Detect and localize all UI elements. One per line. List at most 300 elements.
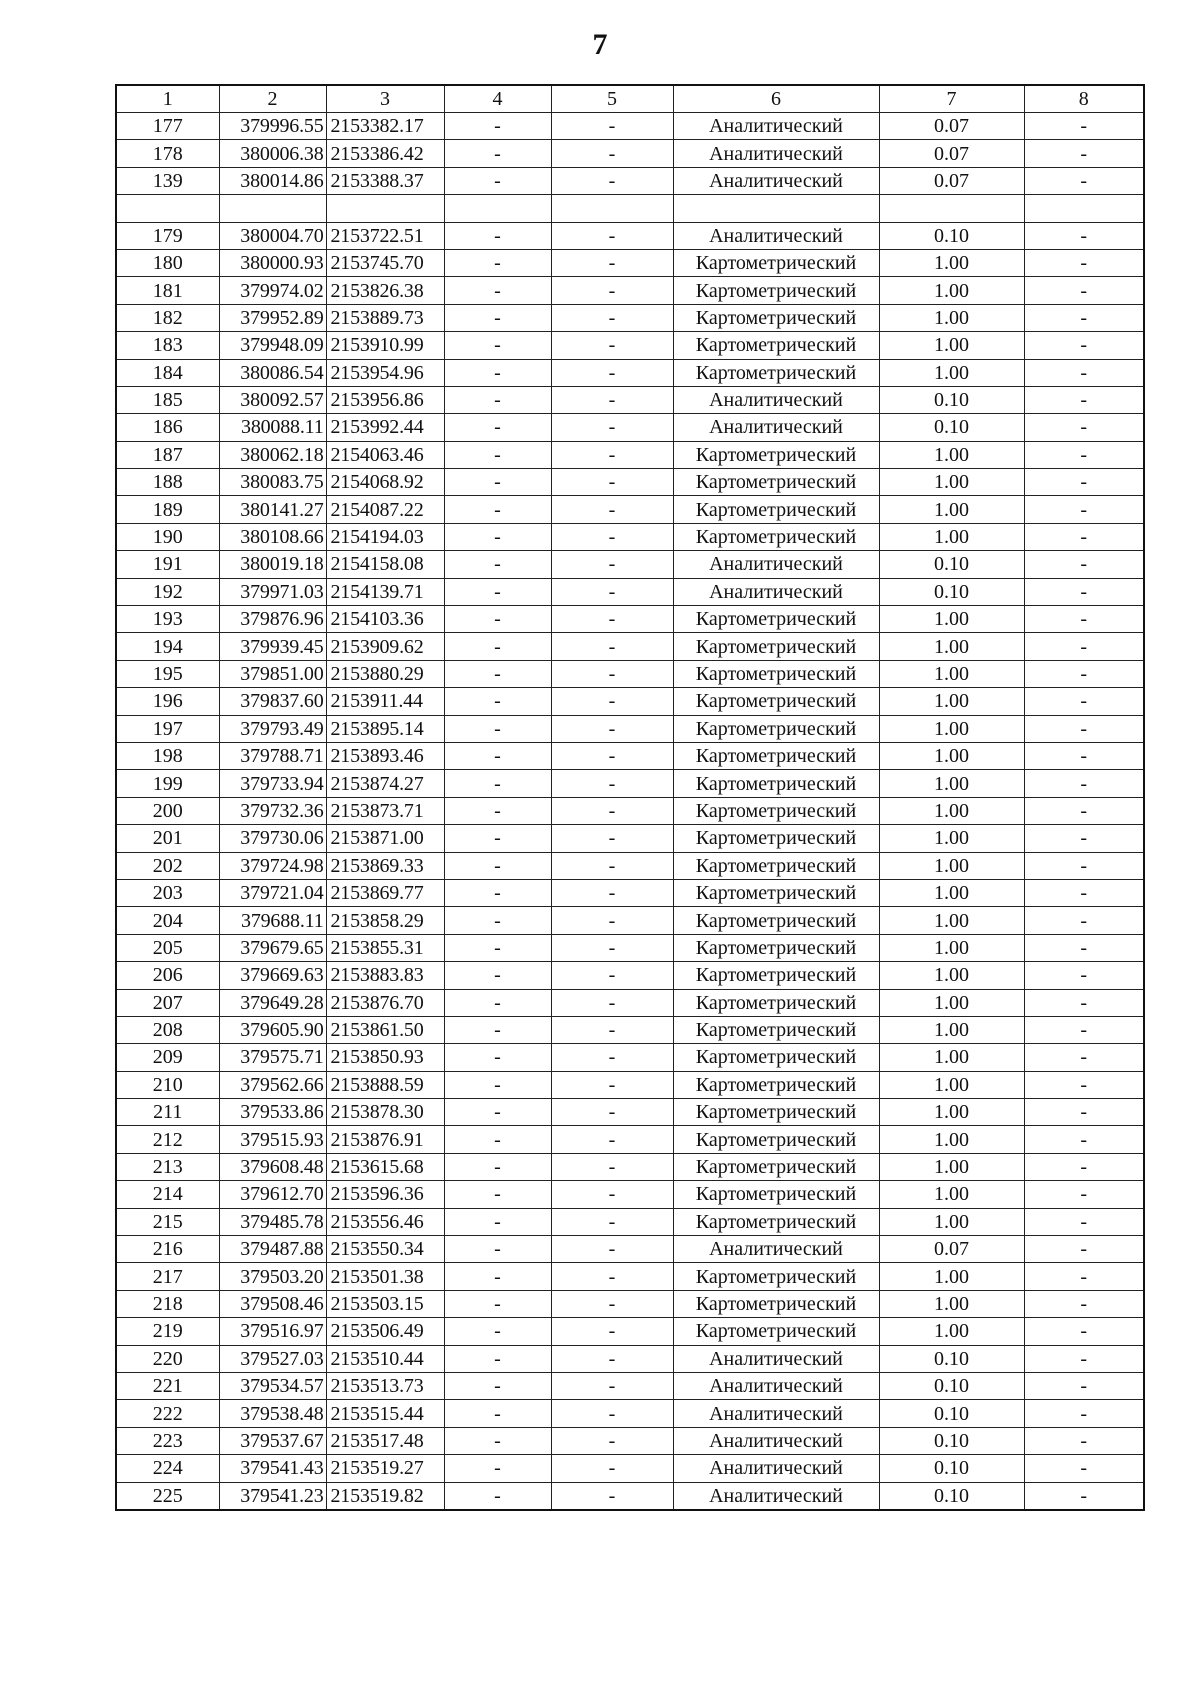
table-cell: -	[444, 1482, 551, 1510]
table-cell: Картометрический	[673, 770, 879, 797]
table-row	[116, 1208, 1144, 1235]
table-cell: -	[1024, 140, 1144, 167]
table-cell: 1.00	[879, 852, 1024, 879]
table-cell: -	[551, 523, 673, 550]
table-cell: 2153858.29	[326, 907, 444, 934]
table-cell: 1.00	[879, 441, 1024, 468]
table-cell	[326, 195, 444, 222]
table-cell: -	[551, 249, 673, 276]
table-cell: 379939.45	[219, 633, 326, 660]
table-cell: -	[1024, 1016, 1144, 1043]
table-cell: 379948.09	[219, 332, 326, 359]
table-cell: -	[551, 222, 673, 249]
table-cell: -	[444, 770, 551, 797]
table-row	[116, 469, 1144, 496]
table-row	[116, 962, 1144, 989]
table-cell: 1.00	[879, 742, 1024, 769]
table-cell: -	[551, 1263, 673, 1290]
table-cell: -	[551, 1372, 673, 1399]
table-cell: -	[444, 907, 551, 934]
table-cell: Аналитический	[673, 140, 879, 167]
table-row	[116, 660, 1144, 687]
table-row	[116, 1126, 1144, 1153]
table-cell: 2154068.92	[326, 469, 444, 496]
table-cell: 185	[116, 386, 219, 413]
table-cell: Картометрический	[673, 496, 879, 523]
table-row	[116, 578, 1144, 605]
table-cell: -	[1024, 386, 1144, 413]
table-cell: 0.10	[879, 386, 1024, 413]
table-cell: 379679.65	[219, 934, 326, 961]
table-cell: -	[444, 962, 551, 989]
table-cell: -	[444, 1400, 551, 1427]
table-cell: 2153855.31	[326, 934, 444, 961]
table-row	[116, 852, 1144, 879]
table-cell: Картометрический	[673, 1099, 879, 1126]
table-cell: Аналитический	[673, 1236, 879, 1263]
table-cell: 379669.63	[219, 962, 326, 989]
table-cell: 206	[116, 962, 219, 989]
table-cell: -	[444, 441, 551, 468]
table-row	[116, 167, 1144, 194]
table-cell: -	[1024, 1345, 1144, 1372]
table-row	[116, 606, 1144, 633]
table-cell: 208	[116, 1016, 219, 1043]
table-row	[116, 113, 1144, 140]
table-cell: -	[444, 1153, 551, 1180]
table-cell: 379974.02	[219, 277, 326, 304]
table-cell: -	[1024, 934, 1144, 961]
table-cell: -	[444, 825, 551, 852]
table-row	[116, 907, 1144, 934]
table-row	[116, 1345, 1144, 1372]
table-cell: -	[444, 578, 551, 605]
table-cell: 2153873.71	[326, 797, 444, 824]
table-cell: 380019.18	[219, 551, 326, 578]
table-cell: Аналитический	[673, 1427, 879, 1454]
table-cell: 2153515.44	[326, 1400, 444, 1427]
table-cell: Картометрический	[673, 633, 879, 660]
column-header-4: 4	[444, 85, 551, 113]
table-cell: 2153722.51	[326, 222, 444, 249]
table-cell: 219	[116, 1318, 219, 1345]
table-cell: -	[444, 469, 551, 496]
table-cell: 177	[116, 113, 219, 140]
table-row	[116, 249, 1144, 276]
table-cell: 2154103.36	[326, 606, 444, 633]
table-cell: -	[1024, 1099, 1144, 1126]
table-cell: 2154139.71	[326, 578, 444, 605]
table-row	[116, 277, 1144, 304]
table-cell: 379793.49	[219, 715, 326, 742]
table-cell: -	[444, 688, 551, 715]
table-cell: 379538.48	[219, 1400, 326, 1427]
table-cell: 197	[116, 715, 219, 742]
table-cell: 1.00	[879, 277, 1024, 304]
table-cell: Картометрический	[673, 907, 879, 934]
table-cell: -	[1024, 1236, 1144, 1263]
table-row	[116, 523, 1144, 550]
table-cell: 1.00	[879, 989, 1024, 1016]
table-cell: Картометрический	[673, 359, 879, 386]
table-cell: -	[1024, 825, 1144, 852]
table-cell: 217	[116, 1263, 219, 1290]
table-cell: -	[444, 167, 551, 194]
table-cell: 1.00	[879, 1181, 1024, 1208]
table-cell: -	[551, 140, 673, 167]
table-cell: -	[1024, 1126, 1144, 1153]
table-cell	[1024, 195, 1144, 222]
table-cell: 0.10	[879, 1455, 1024, 1482]
table-row	[116, 934, 1144, 961]
table-cell: 2153506.49	[326, 1318, 444, 1345]
table-cell: 2153876.91	[326, 1126, 444, 1153]
table-cell: -	[551, 852, 673, 879]
table-cell: -	[1024, 1372, 1144, 1399]
table-row	[116, 414, 1144, 441]
table-cell: -	[551, 606, 673, 633]
table-cell: -	[444, 140, 551, 167]
table-row	[116, 879, 1144, 906]
table-cell: 2153876.70	[326, 989, 444, 1016]
table-cell: 379503.20	[219, 1263, 326, 1290]
table-cell: Аналитический	[673, 414, 879, 441]
table-cell: Картометрический	[673, 523, 879, 550]
table-cell: -	[551, 167, 673, 194]
table-cell: 1.00	[879, 1263, 1024, 1290]
table-cell: 207	[116, 989, 219, 1016]
table-row	[116, 633, 1144, 660]
table-cell: 380014.86	[219, 167, 326, 194]
table-cell: -	[551, 742, 673, 769]
table-cell: 0.07	[879, 113, 1024, 140]
table-cell: 2153861.50	[326, 1016, 444, 1043]
table-cell: -	[444, 742, 551, 769]
table-cell: -	[551, 1455, 673, 1482]
table-cell: 379952.89	[219, 304, 326, 331]
table-cell: Картометрический	[673, 1044, 879, 1071]
table-cell: -	[444, 304, 551, 331]
table-cell: 1.00	[879, 1208, 1024, 1235]
table-cell: 178	[116, 140, 219, 167]
table-row	[116, 1455, 1144, 1482]
table-cell: 379515.93	[219, 1126, 326, 1153]
table-cell: 380086.54	[219, 359, 326, 386]
table-cell: Картометрический	[673, 332, 879, 359]
table-cell: 379508.46	[219, 1290, 326, 1317]
table-cell: -	[551, 469, 673, 496]
table-cell: -	[444, 660, 551, 687]
table-cell: 379732.36	[219, 797, 326, 824]
table-cell: Картометрический	[673, 1208, 879, 1235]
table-cell: -	[444, 1290, 551, 1317]
table-cell: 379733.94	[219, 770, 326, 797]
table-cell: -	[1024, 715, 1144, 742]
table-cell: 379724.98	[219, 852, 326, 879]
table-cell: 2153386.42	[326, 140, 444, 167]
table-cell: 379605.90	[219, 1016, 326, 1043]
table-cell: -	[551, 1126, 673, 1153]
table-cell: 2153910.99	[326, 332, 444, 359]
table-cell: 223	[116, 1427, 219, 1454]
table-cell: Аналитический	[673, 1400, 879, 1427]
table-cell: 2153895.14	[326, 715, 444, 742]
table-cell: 184	[116, 359, 219, 386]
table-row	[116, 688, 1144, 715]
table-cell	[219, 195, 326, 222]
table-cell: 225	[116, 1482, 219, 1510]
table-cell: -	[551, 1016, 673, 1043]
table-cell: 379541.23	[219, 1482, 326, 1510]
table-cell: 380088.11	[219, 414, 326, 441]
column-header-6: 6	[673, 85, 879, 113]
table-cell: -	[1024, 277, 1144, 304]
table-cell: 195	[116, 660, 219, 687]
table-cell: 1.00	[879, 770, 1024, 797]
table-cell: 187	[116, 441, 219, 468]
table-cell: 1.00	[879, 304, 1024, 331]
table-cell: 0.10	[879, 1482, 1024, 1510]
table-cell: -	[551, 332, 673, 359]
table-cell: Аналитический	[673, 222, 879, 249]
table-cell: 221	[116, 1372, 219, 1399]
table-cell: 2153889.73	[326, 304, 444, 331]
table-cell: 380083.75	[219, 469, 326, 496]
table-cell: -	[444, 1099, 551, 1126]
table-cell: -	[551, 688, 673, 715]
table-cell: 379516.97	[219, 1318, 326, 1345]
table-cell: -	[444, 414, 551, 441]
table-cell: -	[444, 332, 551, 359]
table-cell: 2153519.82	[326, 1482, 444, 1510]
table-cell: -	[1024, 1208, 1144, 1235]
table-cell: Аналитический	[673, 1482, 879, 1510]
table-cell: 0.07	[879, 167, 1024, 194]
table-cell: -	[1024, 1181, 1144, 1208]
table-cell: 2153871.00	[326, 825, 444, 852]
table-cell: 1.00	[879, 688, 1024, 715]
table-cell: 2153519.27	[326, 1455, 444, 1482]
table-cell: 1.00	[879, 715, 1024, 742]
table-cell	[116, 195, 219, 222]
table-cell: -	[1024, 469, 1144, 496]
table-row	[116, 1290, 1144, 1317]
table-cell: 2153556.46	[326, 1208, 444, 1235]
table-cell: Картометрический	[673, 742, 879, 769]
table-row	[116, 1263, 1144, 1290]
table-cell: Аналитический	[673, 1372, 879, 1399]
table-cell: -	[1024, 1263, 1144, 1290]
table-cell: -	[1024, 414, 1144, 441]
table-cell: Картометрический	[673, 304, 879, 331]
table-cell: 1.00	[879, 523, 1024, 550]
table-cell: 215	[116, 1208, 219, 1235]
table-cell: -	[1024, 551, 1144, 578]
table-cell: 188	[116, 469, 219, 496]
table-row	[116, 1236, 1144, 1263]
table-cell: Картометрический	[673, 715, 879, 742]
table-cell: 2153517.48	[326, 1427, 444, 1454]
table-cell: -	[444, 222, 551, 249]
table-row	[116, 304, 1144, 331]
table-cell: -	[444, 249, 551, 276]
table-cell: Картометрический	[673, 441, 879, 468]
table-cell: 1.00	[879, 660, 1024, 687]
table-row	[116, 1071, 1144, 1098]
table-cell: 1.00	[879, 249, 1024, 276]
table-cell: -	[551, 879, 673, 906]
table-cell: 2153869.33	[326, 852, 444, 879]
table-cell: 2153911.44	[326, 688, 444, 715]
table-cell: 379721.04	[219, 879, 326, 906]
table-cell: -	[444, 551, 551, 578]
table-cell: -	[551, 1345, 673, 1372]
column-header-8: 8	[1024, 85, 1144, 113]
table-cell: -	[444, 1263, 551, 1290]
table-cell: -	[444, 1126, 551, 1153]
table-cell: 2154087.22	[326, 496, 444, 523]
table-cell: 139	[116, 167, 219, 194]
table-cell: 222	[116, 1400, 219, 1427]
table-cell: -	[551, 660, 673, 687]
table-cell: Картометрический	[673, 825, 879, 852]
table-cell: -	[1024, 1290, 1144, 1317]
table-cell: -	[444, 633, 551, 660]
table-cell: Картометрический	[673, 1181, 879, 1208]
table-cell: -	[1024, 797, 1144, 824]
table-cell: 0.10	[879, 578, 1024, 605]
table-cell: -	[551, 386, 673, 413]
table-cell: 224	[116, 1455, 219, 1482]
table-cell: -	[551, 113, 673, 140]
table-cell: 182	[116, 304, 219, 331]
table-cell: 0.07	[879, 140, 1024, 167]
table-cell: -	[444, 606, 551, 633]
table-cell: -	[444, 989, 551, 1016]
table-cell: -	[1024, 688, 1144, 715]
table-cell: -	[444, 277, 551, 304]
table-cell: 1.00	[879, 1071, 1024, 1098]
table-cell: 379851.00	[219, 660, 326, 687]
table-cell: 1.00	[879, 496, 1024, 523]
table-cell: 2153878.30	[326, 1099, 444, 1126]
table-cell: 380092.57	[219, 386, 326, 413]
table-cell: 2153956.86	[326, 386, 444, 413]
table-cell: 379562.66	[219, 1071, 326, 1098]
table-cell: -	[444, 797, 551, 824]
table-cell: Картометрический	[673, 1263, 879, 1290]
table-cell: 2153880.29	[326, 660, 444, 687]
table-cell: Картометрический	[673, 606, 879, 633]
table-cell: 2153501.38	[326, 1263, 444, 1290]
table-cell: 2153874.27	[326, 770, 444, 797]
table-cell: -	[1024, 606, 1144, 633]
table-cell: 0.10	[879, 1372, 1024, 1399]
table-cell: 379649.28	[219, 989, 326, 1016]
table-row	[116, 1181, 1144, 1208]
table-cell: 2153883.83	[326, 962, 444, 989]
table-row	[116, 332, 1144, 359]
table-cell: -	[1024, 304, 1144, 331]
table-cell: -	[1024, 660, 1144, 687]
table-header-row	[116, 85, 1144, 113]
table-cell: -	[551, 1236, 673, 1263]
table-cell: -	[444, 1372, 551, 1399]
page-number: 7	[592, 28, 608, 61]
column-header-2: 2	[219, 85, 326, 113]
table-cell: 2153869.77	[326, 879, 444, 906]
table-cell: -	[1024, 167, 1144, 194]
table-cell: -	[551, 907, 673, 934]
table-cell: -	[551, 359, 673, 386]
table-cell: 210	[116, 1071, 219, 1098]
table-cell: -	[551, 715, 673, 742]
table-cell: 379688.11	[219, 907, 326, 934]
table-cell: 216	[116, 1236, 219, 1263]
table-row	[116, 551, 1144, 578]
table-cell: Аналитический	[673, 1345, 879, 1372]
table-cell	[551, 195, 673, 222]
table-cell: 2153513.73	[326, 1372, 444, 1399]
table-cell: 183	[116, 332, 219, 359]
table-cell: 191	[116, 551, 219, 578]
table-cell: 1.00	[879, 359, 1024, 386]
table-cell: 209	[116, 1044, 219, 1071]
table-cell: 379537.67	[219, 1427, 326, 1454]
table-cell: -	[1024, 907, 1144, 934]
table-cell: 213	[116, 1153, 219, 1180]
table-cell: -	[551, 1482, 673, 1510]
table-row	[116, 441, 1144, 468]
table-cell: 203	[116, 879, 219, 906]
table-cell: 1.00	[879, 879, 1024, 906]
table-cell: -	[551, 962, 673, 989]
table-cell: -	[551, 1181, 673, 1208]
table-cell: -	[551, 1044, 673, 1071]
table-cell: -	[1024, 1044, 1144, 1071]
table-cell: 201	[116, 825, 219, 852]
table-cell: Картометрический	[673, 1290, 879, 1317]
table-cell: 218	[116, 1290, 219, 1317]
table-cell: -	[444, 523, 551, 550]
table-cell: 2153503.15	[326, 1290, 444, 1317]
table-cell: 2153909.62	[326, 633, 444, 660]
table-cell: Аналитический	[673, 1455, 879, 1482]
table-row	[116, 1153, 1144, 1180]
table-cell: -	[551, 1400, 673, 1427]
table-row	[116, 742, 1144, 769]
table-cell: -	[551, 304, 673, 331]
table-cell: -	[1024, 1071, 1144, 1098]
table-row	[116, 770, 1144, 797]
table-cell: 212	[116, 1126, 219, 1153]
table-cell: -	[1024, 1427, 1144, 1454]
table-cell: -	[551, 1318, 673, 1345]
table-cell: 2153745.70	[326, 249, 444, 276]
table-cell: -	[1024, 523, 1144, 550]
table-cell: Картометрический	[673, 1153, 879, 1180]
table-cell: -	[444, 359, 551, 386]
table-cell: 379608.48	[219, 1153, 326, 1180]
table-row	[116, 1482, 1144, 1510]
table-cell: 379971.03	[219, 578, 326, 605]
table-cell: -	[1024, 1400, 1144, 1427]
table-cell: Картометрический	[673, 852, 879, 879]
table-cell: 2153893.46	[326, 742, 444, 769]
table-cell: Картометрический	[673, 962, 879, 989]
table-cell: -	[1024, 1153, 1144, 1180]
table-cell: 379533.86	[219, 1099, 326, 1126]
